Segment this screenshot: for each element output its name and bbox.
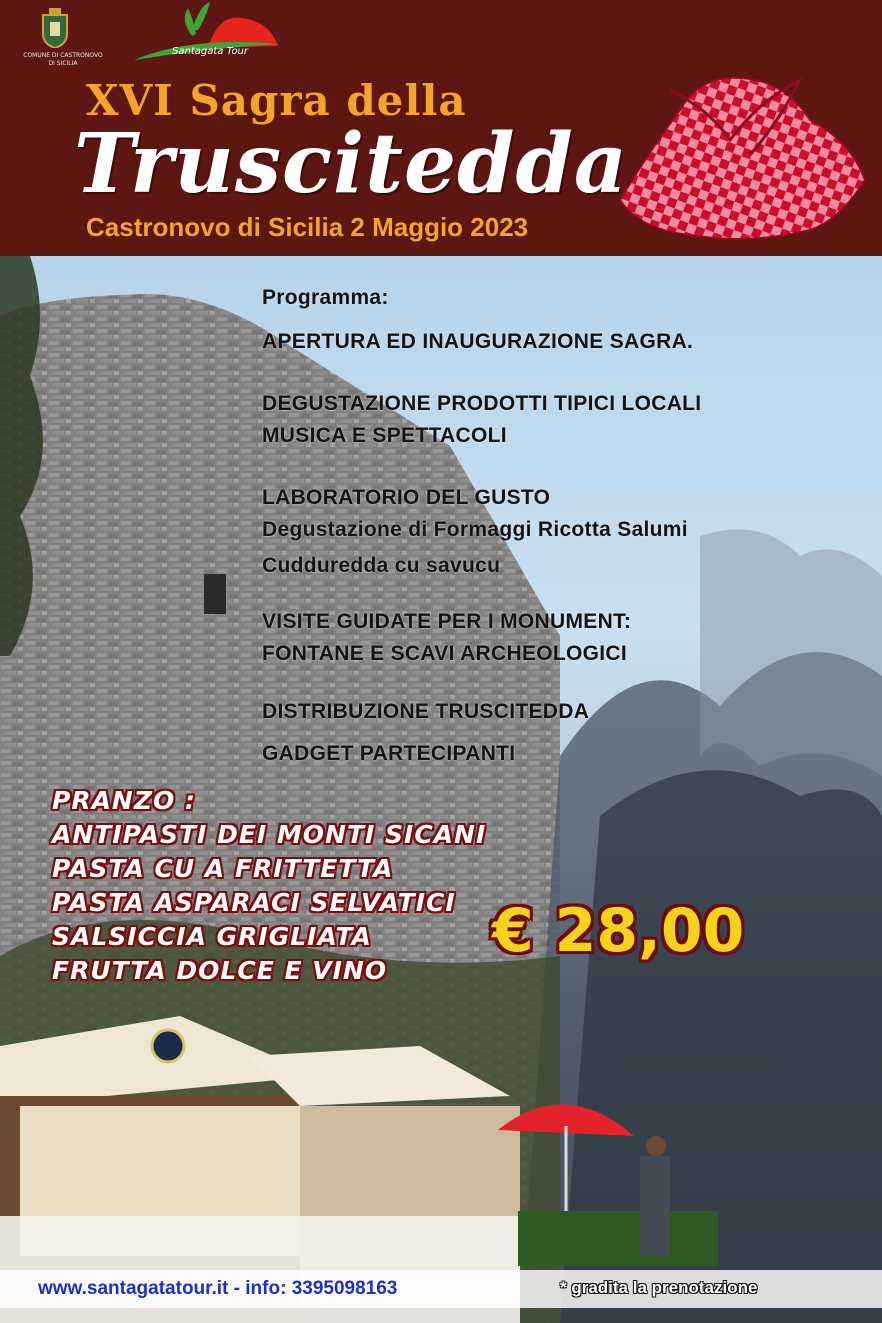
program-item: VISITE GUIDATE PER I MONUMENT: — [262, 610, 632, 633]
program-item: MUSICA E SPETTACOLI — [262, 424, 507, 447]
program-item: FONTANE E SCAVI ARCHEOLOGICI — [262, 642, 628, 665]
program-item: DEGUSTAZIONE PRODOTTI TIPICI LOCALI — [262, 392, 702, 415]
crest-label: COMUNE DI CASTRONOVO DI SICILIA — [23, 52, 103, 67]
santagata-tour-logo — [130, 0, 285, 70]
logo-text: Santagata Tour — [172, 46, 249, 57]
program-item: DISTRIBUZIONE TRUSCITEDDA — [262, 700, 590, 723]
event-name: Truscitedda — [74, 116, 628, 212]
program-heading: Programma: — [262, 286, 389, 309]
lunch-price: € 28,00 — [492, 896, 745, 966]
background-photo-castle — [0, 256, 882, 1323]
lunch-item: PASTA CU A FRITTETTA — [52, 854, 394, 883]
program-item: APERTURA ED INAUGURAZIONE SAGRA. — [262, 330, 694, 353]
website-contact-link[interactable]: www.santagatatour.it - info: 3395098163 — [38, 1278, 398, 1299]
program-item: Cudduredda cu savucu — [262, 554, 501, 577]
lunch-item: ANTIPASTI DEI MONTI SICANI — [52, 820, 487, 849]
municipal-crest-icon — [40, 8, 70, 48]
lunch-heading: PRANZO : — [52, 786, 196, 815]
program-item: LABORATORIO DEL GUSTO — [262, 486, 551, 509]
checkered-cloth-bundle-icon — [610, 70, 870, 250]
edition-title: XVI Sagra della — [86, 76, 467, 125]
lunch-item: FRUTTA DOLCE E VINO — [52, 956, 388, 985]
footer-bar — [0, 1270, 882, 1308]
reservation-note: * gradita la prenotazione — [560, 1278, 758, 1297]
lunch-item: PASTA ASPARACI SELVATICI — [52, 888, 456, 917]
program-item: Degustazione di Formaggi Ricotta Salumi — [262, 518, 688, 541]
program-item: GADGET PARTECIPANTI — [262, 742, 516, 765]
poster-header — [0, 0, 882, 256]
lunch-item: SALSICCIA GRIGLIATA — [52, 922, 372, 951]
place-date: Castronovo di Sicilia 2 Maggio 2023 — [86, 212, 529, 242]
